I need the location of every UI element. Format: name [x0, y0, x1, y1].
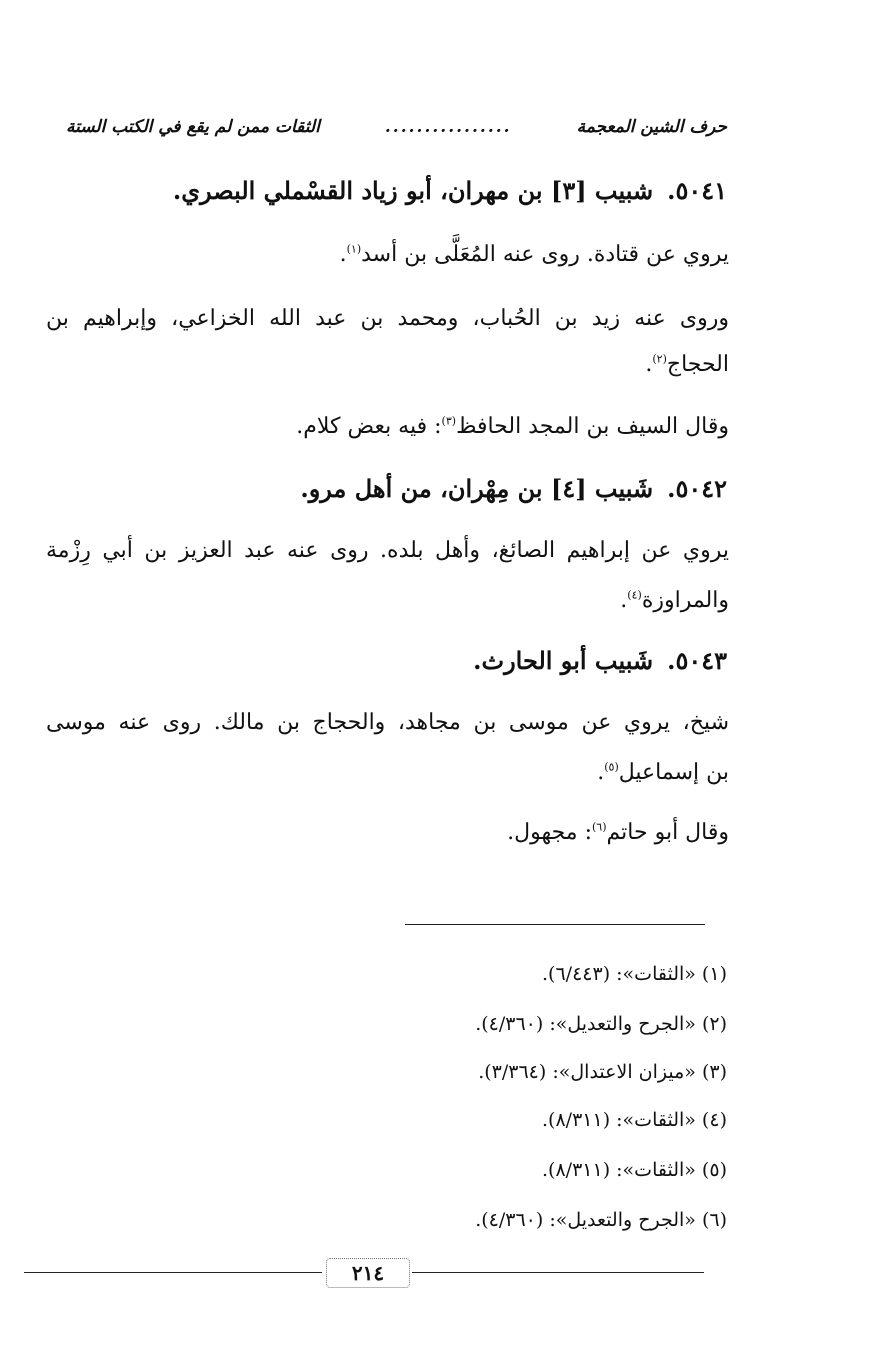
entry-text-line: والمراوزة$^{(٤)}$. [620, 588, 729, 613]
footnote-ref: (٢) [652, 352, 667, 366]
page-number: ٢١٤ [326, 1258, 410, 1288]
footnote-ref: (٦) [592, 820, 607, 834]
entry-heading [46, 646, 727, 676]
footnote-ref: (٤) [627, 588, 642, 602]
entry-text-line: شيخ، يروي عن موسى بن مجاهد، والحجاج بن مالك. روى عنه موسى [46, 710, 729, 735]
entry-number: ٥٠٤٢. [667, 474, 727, 503]
entry-text-line: وقال أبو حاتم$^{(٦)}$: مجهول. [507, 820, 729, 845]
footnote: (٥) «الثقات»: (٨/٣١١). [542, 1159, 727, 1181]
entry-text-line: بن إسماعيل$^{(٥)}$. [597, 760, 729, 785]
entry-number: ٥٠٤٣. [667, 646, 727, 675]
footnote: (٦) «الجرح والتعديل»: (٤/٣٦٠). [475, 1209, 727, 1231]
entry-text-line: يروي عن قتادة. روى عنه المُعَلَّى بن أسد$^{(١)}$. [339, 242, 729, 267]
footnote-ref: (٥) [604, 760, 619, 774]
entry-number: ٥٠٤١. [667, 176, 727, 205]
entry-heading [46, 176, 727, 206]
footer-rule-right [412, 1272, 704, 1273]
footnote-ref: (٣) [441, 414, 457, 428]
header-chapter-title: حرف الشين المعجمة [576, 117, 727, 137]
footer-rule-left [24, 1272, 322, 1273]
entry-text-line: يروي عن إبراهيم الصائغ، وأهل بلده. روى عنه عبد العزيز بن أبي رِزْمة [46, 538, 729, 563]
entry-text-line: وروى عنه زيد بن الحُباب، ومحمد بن عبد الله الخزاعي، وإبراهيم بن [46, 306, 729, 331]
footnote-ref: (١) [346, 242, 362, 256]
footnote: (٢) «الجرح والتعديل»: (٤/٣٦٠). [475, 1013, 727, 1035]
header-leader-dots: ................ [384, 117, 512, 137]
footnote: (١) «الثقات»: (٦/٤٤٣). [542, 963, 727, 985]
footnote: (٣) «ميزان الاعتدال»: (٣/٣٦٤). [478, 1061, 727, 1083]
entry-title: شبيب [٣] بن مهران، أبو زياد القسْملي البصري. [172, 176, 654, 205]
entry-heading [46, 474, 727, 504]
header-book-title: الثقات ممن لم يقع في الكتب الستة [66, 117, 320, 137]
entry-title: شَبيب أبو الحارث. [473, 646, 654, 675]
entry-title: شَبيب [٤] بن مِهْران، من أهل مرو. [300, 474, 654, 503]
page-footer [24, 1262, 704, 1286]
running-header [66, 112, 727, 142]
footnote-separator [405, 924, 705, 925]
footnote: (٤) «الثقات»: (٨/٣١١). [542, 1109, 727, 1131]
entry-text-line: الحجاج$^{(٢)}$. [645, 352, 729, 377]
entry-text-line: وقال السيف بن المجد الحافظ$^{(٣)}$: فيه بعض كلام. [296, 414, 729, 439]
